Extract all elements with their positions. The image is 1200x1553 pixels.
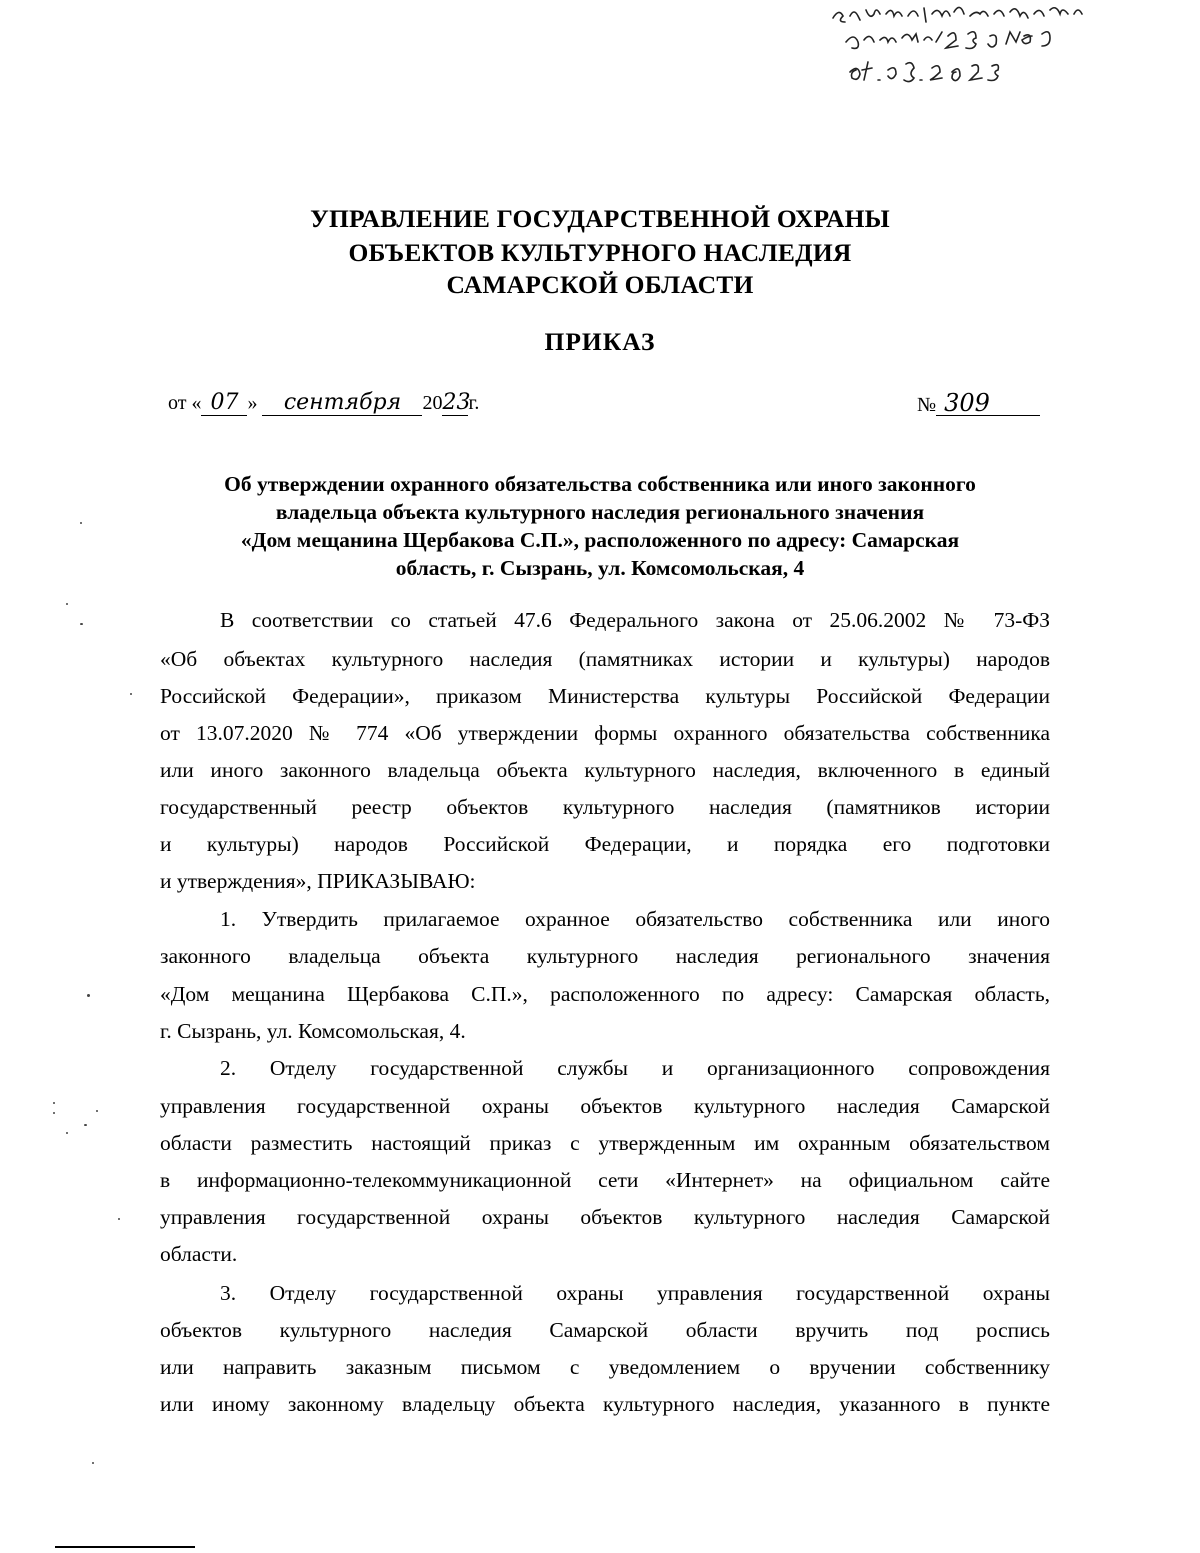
body-line: от 13.07.2020 № 774 «Об утверждении формы охранного обязательства собственника xyxy=(160,721,1050,745)
body-line: в информационно-телекоммуникационной сети «Интернет» на официальном сайте xyxy=(160,1168,1050,1192)
document-type: ПРИКАЗ xyxy=(544,327,656,356)
number-value: 309 xyxy=(936,391,1040,416)
agency-name-line-1: УПРАВЛЕНИЕ ГОСУДАРСТВЕННОЙ ОХРАНЫ xyxy=(310,204,890,233)
body-line: 2. Отделу государственной службы и организационного сопровождения xyxy=(220,1056,1050,1080)
body-line: «Дом мещанина Щербакова С.П.», расположенного по адресу: Самарская область, xyxy=(160,982,1050,1006)
scan-speck xyxy=(66,603,68,605)
order-number xyxy=(917,391,1040,417)
order-title-line-1: Об утверждении охранного обязательства собственника или иного законного xyxy=(224,472,976,496)
handwriting-image xyxy=(828,0,1128,110)
body-line: законного владельца объекта культурного наследия регионального значения xyxy=(160,944,1050,968)
date-prefix: от « xyxy=(168,392,202,414)
body-line: Российской Федерации», приказом Министерства культуры Российской Федерации xyxy=(160,684,1050,708)
footer-rule xyxy=(55,1546,195,1548)
body-line: и культуры) народов Российской Федерации, и порядка его подготовки xyxy=(160,832,1050,856)
scan-speck xyxy=(84,1124,87,1126)
body-line: управления государственной охраны объектов культурного наследия Самарской xyxy=(160,1205,1050,1229)
date-mid: » xyxy=(247,392,258,414)
agency-name-line-2: ОБЪЕКТОВ КУЛЬТУРНОГО НАСЛЕДИЯ xyxy=(348,238,852,267)
body-line: или иному законному владельцу объекта культурного наследия, указанного в пункте xyxy=(160,1392,1050,1416)
scan-speck xyxy=(80,623,83,625)
body-line: области разместить настоящий приказ с утвержденным им охранным обязательством xyxy=(160,1131,1050,1155)
order-title-line-2: владельца объекта культурного наследия регионального значения xyxy=(275,500,925,524)
scan-speck xyxy=(66,1132,68,1134)
scan-speck xyxy=(53,1102,55,1104)
scan-speck xyxy=(53,1112,55,1114)
body-line: управления государственной охраны объектов культурного наследия Самарской xyxy=(160,1094,1050,1118)
body-line: 3. Отделу государственной охраны управления государственной охраны xyxy=(220,1281,1050,1305)
scan-speck xyxy=(87,994,90,997)
scan-speck xyxy=(96,1110,98,1112)
scan-speck xyxy=(80,522,82,524)
order-title-line-3: «Дом мещанина Щербакова С.П.», расположенного по адресу: Самарская xyxy=(240,528,960,552)
body-line: г. Сызрань, ул. Комсомольская, 4. xyxy=(160,1019,466,1043)
date-day: 07 xyxy=(201,391,247,416)
order-date xyxy=(168,391,479,416)
date-suffix: г. xyxy=(468,392,480,414)
body-line: или направить заказным письмом с уведомлением о вручении собственнику xyxy=(160,1355,1050,1379)
body-line: государственный реестр объектов культурного наследия (памятников истории xyxy=(160,795,1050,819)
scan-speck xyxy=(130,693,132,695)
body-line: «Об объектах культурного наследия (памятниках истории и культуры) народов xyxy=(160,647,1050,671)
agency-name-line-3: САМАРСКОЙ ОБЛАСТИ xyxy=(446,270,754,299)
number-label: № xyxy=(917,394,937,416)
date-year-prefix: 20 xyxy=(422,392,443,414)
date-year-suffix: 23 xyxy=(442,390,471,415)
body-line: В соответствии со статьей 47.6 Федерального закона от 25.06.2002 № 73-ФЗ xyxy=(220,608,1050,632)
body-line: или иного законного владельца объекта культурного наследия, включенного в единый xyxy=(160,758,1050,782)
body-line: 1. Утвердить прилагаемое охранное обязательство собственника или иного xyxy=(220,907,1050,931)
scan-speck xyxy=(92,1462,94,1464)
date-month: сентября xyxy=(262,391,422,416)
body-line: объектов культурного наследия Самарской области вручить под роспись xyxy=(160,1318,1050,1342)
scan-speck xyxy=(118,1218,120,1220)
registration-handwritten-note xyxy=(828,0,1128,110)
order-title-line-4: область, г. Сызрань, ул. Комсомольская, 4 xyxy=(395,556,805,580)
body-line: и утверждения», ПРИКАЗЫВАЮ: xyxy=(160,869,476,893)
body-line: области. xyxy=(160,1242,238,1266)
